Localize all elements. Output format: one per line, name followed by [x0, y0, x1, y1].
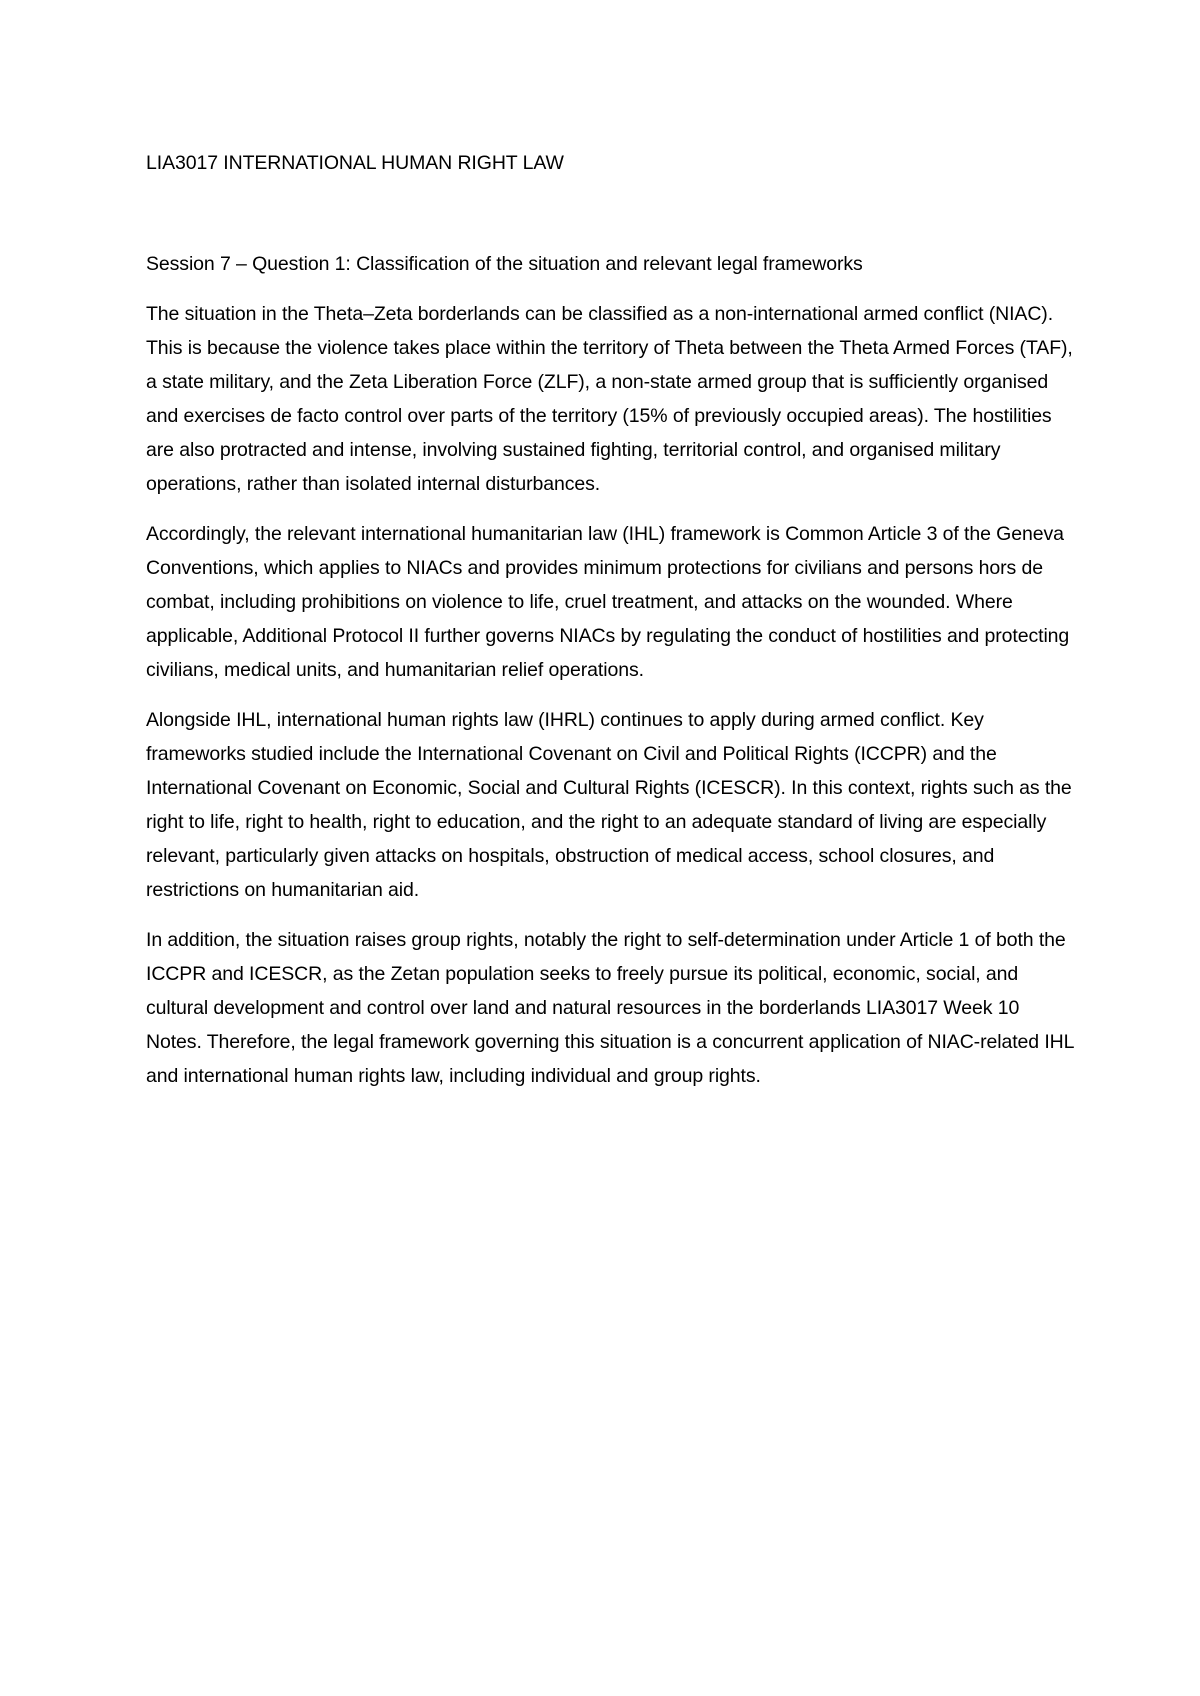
session-heading: Session 7 – Question 1: Classification of the situation and relevant legal frameworks — [146, 253, 863, 275]
paragraph-classification: The situation in the Theta–Zeta borderlands can be classified as a non-international armed conflict (NIAC). This is because the violence takes place within the territory of Theta between the Theta Armed Forces (TAF), a state military, and the Zeta Liberation Force (ZLF), a non-state armed group that is sufficiently organised and exercises de facto control over parts of the territory (15% of previously occupied areas). The hostilities are also protracted and intense, involving sustained fighting, territorial control, and organised military operations, rather than isolated internal disturbances. — [146, 303, 1073, 495]
paragraph-ihrl-framework: Alongside IHL, international human rights law (IHRL) continues to apply during armed conflict. Key frameworks studied include the International Covenant on Civil and Political Rights (ICCPR) and the International Covenant on Economic, Social and Cultural Rights (ICESCR). In this context, rights such as the right to life, right to health, right to education, and the right to an adequate standard of living are especially relevant, particularly given attacks on hospitals, obstruction of medical access, school closures, and restrictions on humanitarian aid. — [146, 709, 1072, 901]
paragraph-group-rights: In addition, the situation raises group rights, notably the right to self-determination under Article 1 of both the ICCPR and ICESCR, as the Zetan population seeks to freely pursue its political, economic, social, and cultural development and control over land and natural resources in the borderlands LIA3017 Week 10 Notes. Therefore, the legal framework governing this situation is a concurrent application of NIAC-related IHL and international human rights law, including individual and group rights. — [146, 929, 1074, 1087]
paragraph-ihl-framework: Accordingly, the relevant international humanitarian law (IHL) framework is Common Article 3 of the Geneva Conventions, which applies to NIACs and provides minimum protections for civilians and persons hors de combat, including prohibitions on violence to life, cruel treatment, and attacks on the wounded. Where applicable, Additional Protocol II further governs NIACs by regulating the conduct of hostilities and protecting civilians, medical units, and humanitarian relief operations. — [146, 523, 1070, 681]
document-body — [146, 146, 1076, 1109]
document-title: LIA3017 INTERNATIONAL HUMAN RIGHT LAW — [146, 152, 564, 174]
